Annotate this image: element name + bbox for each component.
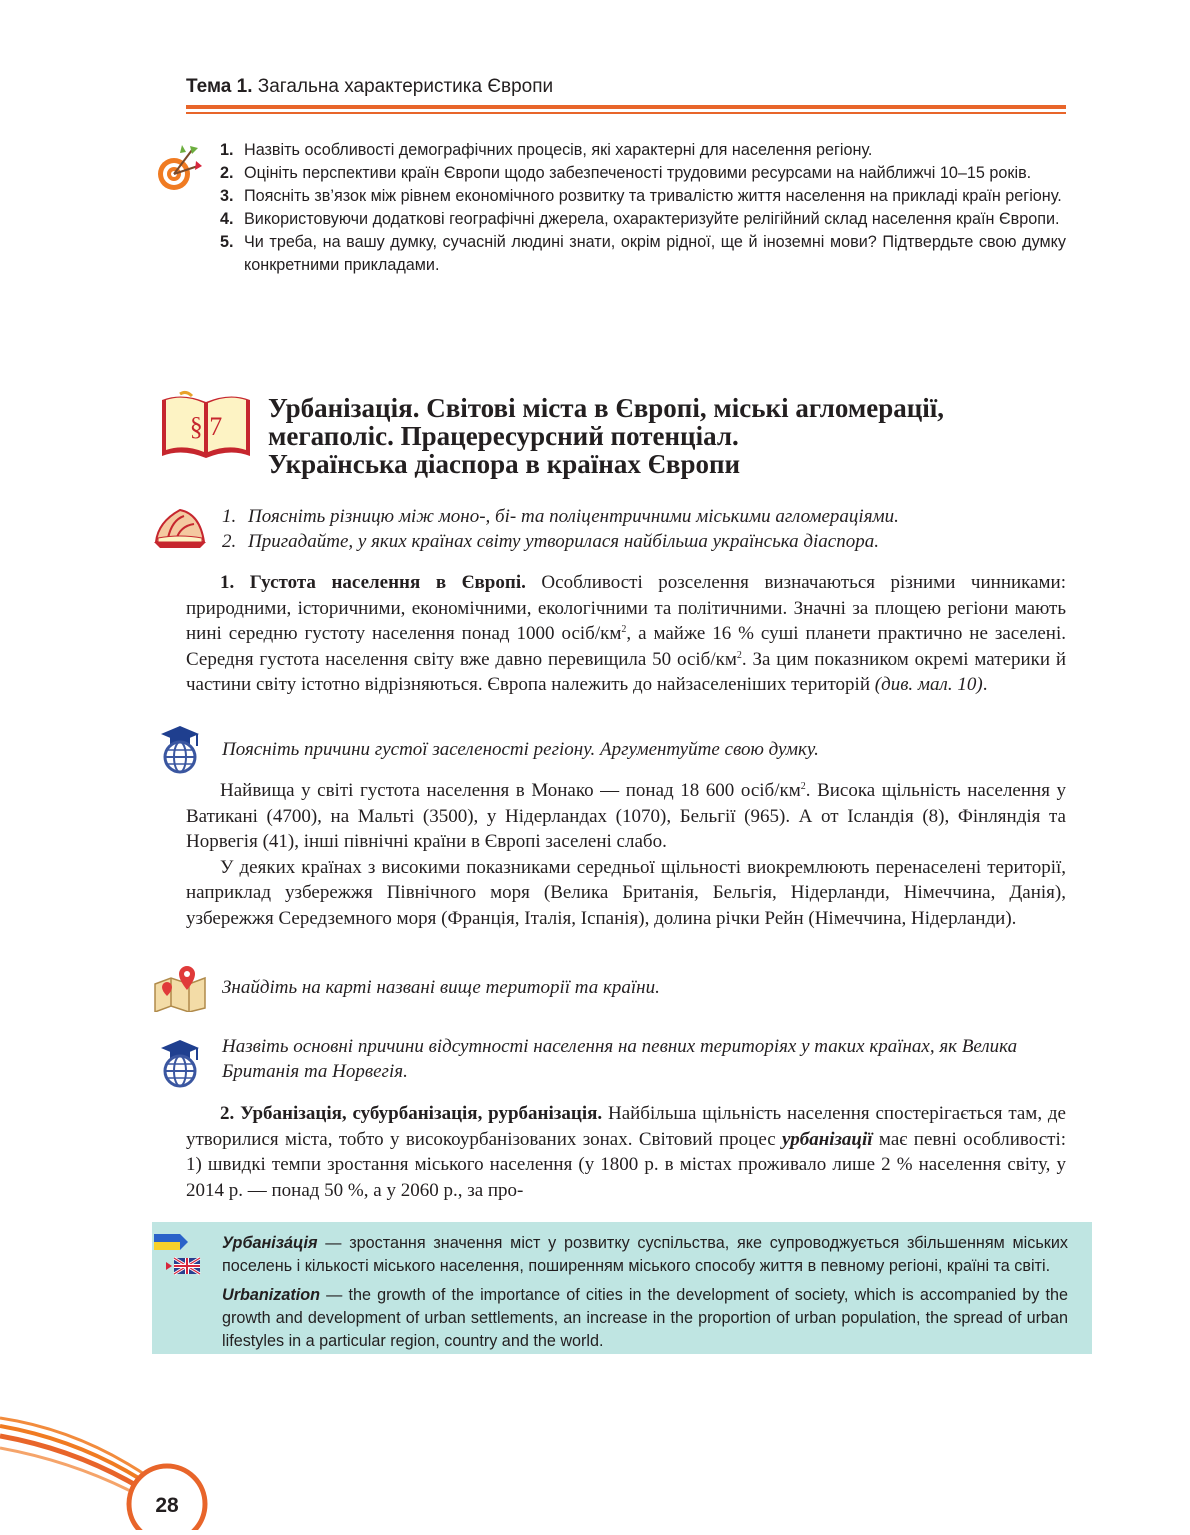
question-item: 3. Поясніть зв’язок між рівнем економічного розвитку та тривалістю життя населення на прикладі країн регіону. xyxy=(220,187,1062,205)
globe-cap-icon xyxy=(155,724,205,779)
question-item: 2. Оцініть перспективи країн Європи щодо забезпеченості трудовими ресурсами на найближчі 10–15 років. xyxy=(220,164,1032,182)
figure-reference: (див. мал. 10) xyxy=(874,674,983,695)
task-explain-absence: Назвіть основні причини відсутності населення на певних територіях у таких країнах, як Велика Британія та Норвегія. xyxy=(222,1036,1018,1082)
glossary-english: Urbanization — the growth of the importance of cities in the development of society, which is accompanied by the growth and development of urban settlements, an increase in the proportion of urban population, the spread of urban lifestyles in a particular region, country and the world. xyxy=(222,1286,1068,1350)
paragraph-density: 1. Густота населення в Європі. Особливості розселення визначаються різними чинниками: природними, історичними, економічними, екологічними та політичними. Значні за площею регіони мають нині середню густоту населення понад 1000 осіб/$км^2$, а майже 16 % суші планети практично не заселені. Середня густота населення світу вже давно перевищила 50 осіб/$км^2$. За цим показником окремі материки й частини світу істотно відрізняються. Європа належить до найзаселеніших територій (див. мал. 10). xyxy=(186,572,1067,695)
task-find-on-map: Знайдіть на карті названі вище території та країни. xyxy=(222,977,660,998)
map-pin-icon xyxy=(153,964,207,1017)
section-book-icon xyxy=(158,390,254,462)
recall-icon xyxy=(150,502,210,555)
paragraph-urbanization: 2. Урбанізація, субурбанізація, рурбанізація. Найбільша щільність населення спостерігається там, де утворилися міста, тобто у високоурбанізованих зонах. Світовий процес урбанізації має певні особливості: 1) швидкі темпи зростання міського населення (у 1800 р. в містах проживало лише 2 % населення світу, у 2014 р. — понад 50 %, а у 2060 р., за про- xyxy=(186,1103,1067,1201)
language-flags-icon xyxy=(152,1232,206,1283)
header-rule-thin xyxy=(186,112,1066,114)
topic-label: Тема 1. xyxy=(186,76,253,97)
question-item: 5. Чи треба, на вашу думку, сучасній людині знати, окрім рідної, ще й іноземні мови? Підтвердьте свою думку конкретними прикладами. xyxy=(220,233,1066,274)
recall-item: 2. Пригадайте, у яких країнах світу утворилася найбільша українська діаспора. xyxy=(222,531,879,552)
glossary-ukrainian: Урбаніза́ція — зростання значення міст у розвитку суспільства, яке супроводжується збільшенням міських поселень і кількості міського населення, поширенням міського способу життя в певному регіоні, країні та світі. xyxy=(222,1234,1068,1275)
glossary-box xyxy=(152,1222,1092,1354)
page-number: 28 xyxy=(155,1494,179,1517)
glossary-term-en: Urbanization xyxy=(222,1286,321,1304)
paragraph-highest-density: Найвища у світі густота населення в Монако — понад 18 600 осіб/$км^2$. Висока щільність населення у Ватикані (4700), на Мальті (3500), у Нідерландах (1070), Бельгії (965). А от Ісландія (8), Фінляндія та Норвегія (41), інші північні країни в Європі заселені слабо. У деяких країнах з високими показниками середньої щільності виокремлюють перенаселені території, наприклад узбережжя Північного моря (Велика Британія, Бельгія, Нідерланди, Німеччина, Данія), узбережжя Середземного моря (Франція, Італія, Іспанія), долина річки Рейн (Німеччина, Нідерланди). xyxy=(186,778,1066,931)
header-rule-thick xyxy=(186,105,1066,109)
paragraph-heading: 2. Урбанізація, субурбанізація, рурбанізація. xyxy=(220,1103,603,1124)
glossary-term-ua: Урбаніза́ція xyxy=(222,1234,318,1252)
running-header xyxy=(186,76,553,98)
paragraph-heading: 1. Густота населення в Європі. xyxy=(220,572,526,593)
term-urbanization: урбанізації xyxy=(782,1128,873,1150)
topic-title: Загальна характеристика Європи xyxy=(257,76,554,97)
recall-questions xyxy=(222,504,899,554)
question-item: 1. Назвіть особливості демографічних процесів, які характерні для населення регіону. xyxy=(220,141,873,159)
target-icon xyxy=(152,142,204,199)
recall-item: 1. Поясніть різницю між моно-, бі- та поліцентричними міськими агломераціями. xyxy=(222,506,899,527)
page-corner-swoosh xyxy=(0,1400,240,1535)
section-badge-label: § 7 xyxy=(189,412,223,441)
section-title: Урбанізація. Світові міста в Європі, міські агломерації, мегаполіс. Працересурсний потенціал. Українська діаспора в країнах Європи xyxy=(268,393,945,479)
review-questions xyxy=(220,139,1066,277)
globe-cap-icon xyxy=(155,1038,205,1093)
task-explain-density: Поясніть причини густої заселеності регіону. Аргументуйте свою думку. xyxy=(222,739,819,760)
paragraph-overpopulated: У деяких країнах з високими показниками середньої щільності виокремлюють перенаселені території, наприклад узбережжя Північного моря (Велика Британія, Бельгія, Нідерланди, Німеччина, Данія), узбережжя Середземного моря (Франція, Італія, Іспанія), долина річки Рейн (Німеччина, Нідерланди). xyxy=(186,856,1066,929)
question-item: 4. Використовуючи додаткові географічні джерела, охарактеризуйте релігійний склад населення країн Європи. xyxy=(220,210,1060,228)
